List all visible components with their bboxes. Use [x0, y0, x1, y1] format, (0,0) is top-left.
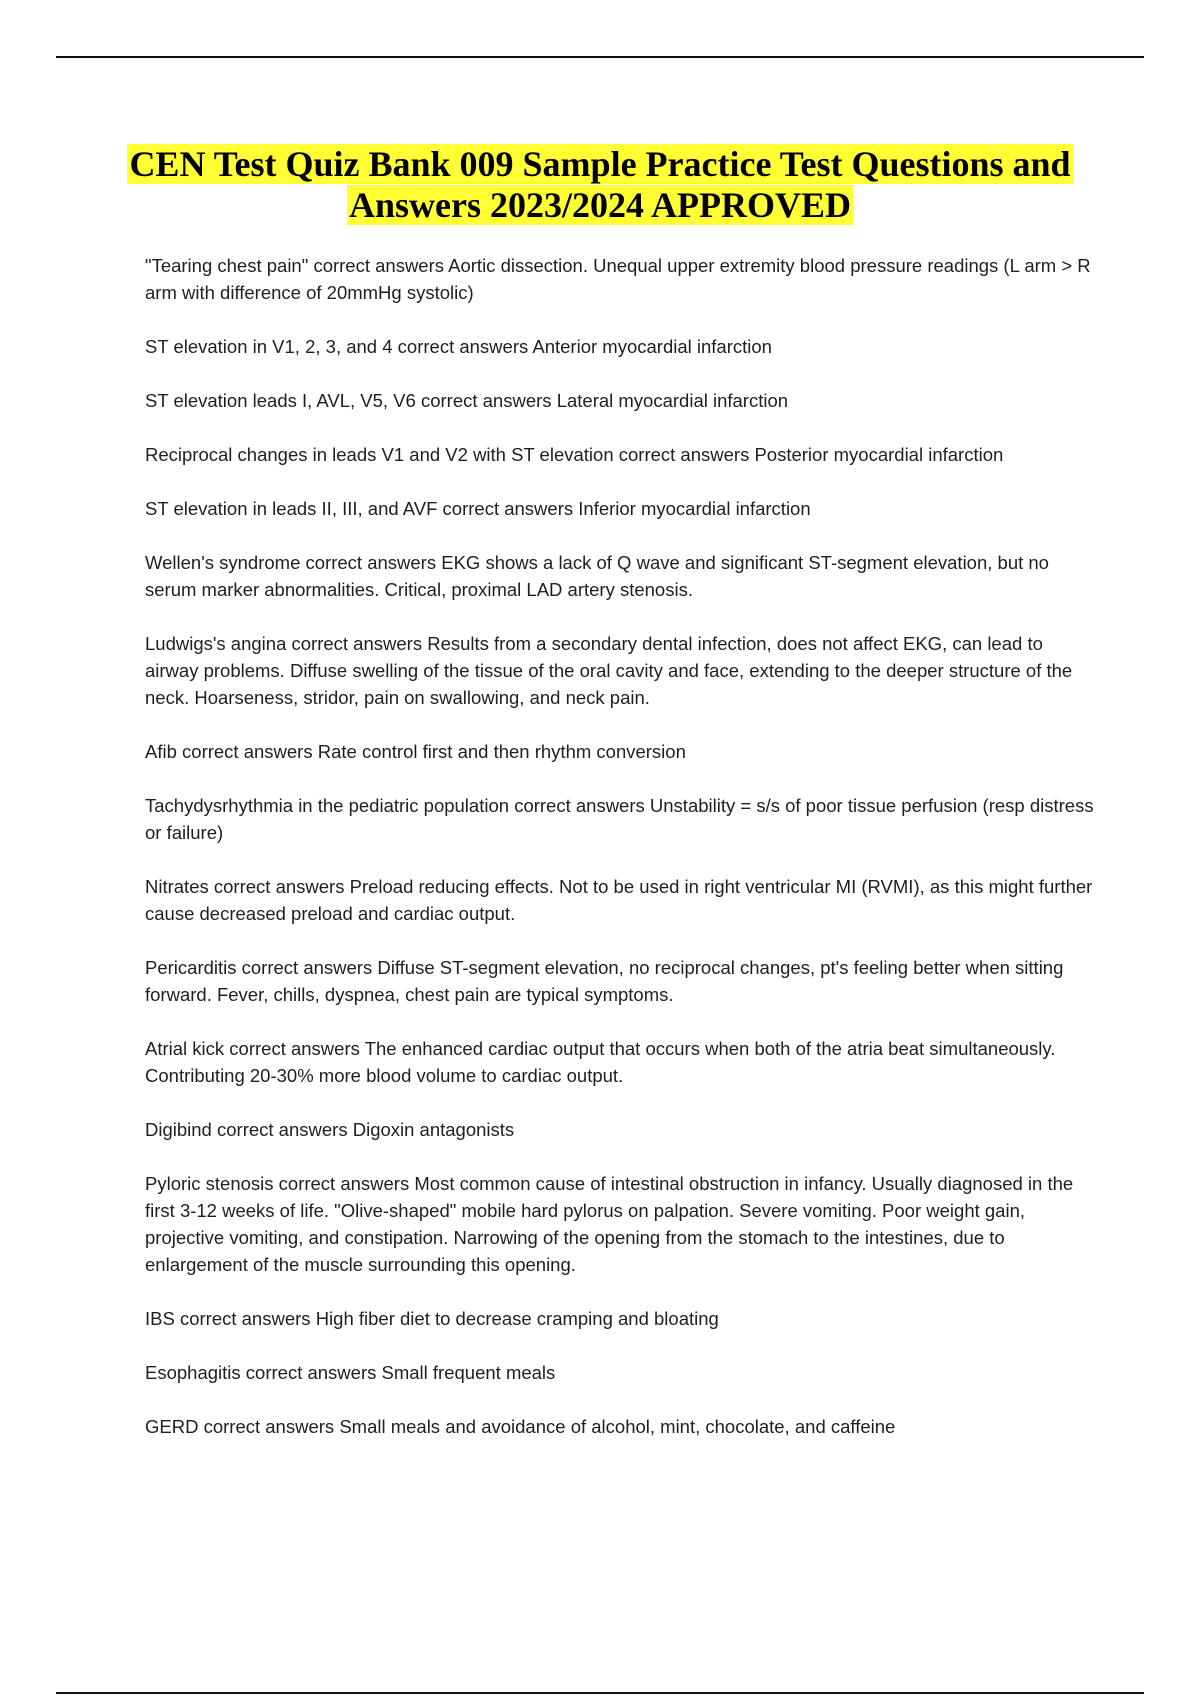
header-rule — [56, 56, 1144, 58]
qa-item — [145, 495, 1095, 522]
qa-separator: correct answers — [217, 1119, 348, 1140]
qa-answer: Rate control first and then rhythm conversion — [317, 741, 686, 762]
qa-term: GERD — [145, 1416, 199, 1437]
qa-term: ST elevation in leads II, III, and AVF — [145, 498, 438, 519]
qa-separator: correct answers — [241, 957, 373, 978]
qa-answer: Preload reducing effects. Not to be used in right ventricular MI (RVMI), as this might further cause decreased preload and cardiac output. — [145, 876, 1093, 924]
qa-term: IBS — [145, 1308, 175, 1329]
qa-answer: Diffuse ST-segment elevation, no reciprocal changes, pt's feeling better when sitting forward. Fever, chills, dyspnea, chest pain are typical symptoms. — [145, 957, 1064, 1005]
qa-item — [145, 333, 1095, 360]
qa-term: Tachydysrhythmia in the pediatric population — [145, 795, 510, 816]
qa-separator: correct answers — [245, 1362, 377, 1383]
qa-item — [145, 954, 1095, 1008]
qa-separator: correct answers — [213, 876, 345, 897]
qa-answer: Lateral myocardial infarction — [556, 390, 789, 411]
qa-list — [145, 252, 1095, 1467]
qa-term: Nitrates — [145, 876, 209, 897]
qa-item — [145, 387, 1095, 414]
qa-answer: Anterior myocardial infarction — [532, 336, 772, 357]
qa-answer: Unstability = s/s of poor tissue perfusion (resp distress or failure) — [145, 795, 1094, 843]
qa-answer: Small meals and avoidance of alcohol, mint, chocolate, and caffeine — [339, 1416, 896, 1437]
qa-answer: Posterior myocardial infarction — [754, 444, 1004, 465]
qa-term: Pericarditis — [145, 957, 237, 978]
qa-item — [145, 1170, 1095, 1278]
qa-separator: correct answers — [305, 552, 437, 573]
qa-term: "Tearing chest pain" — [145, 255, 309, 276]
qa-answer: Aortic dissection. Unequal upper extremity blood pressure readings (L arm > R arm with difference of 20mmHg systolic) — [145, 255, 1091, 303]
qa-item — [145, 1413, 1095, 1440]
qa-item — [145, 1035, 1095, 1089]
qa-item — [145, 1305, 1095, 1332]
qa-term: Reciprocal changes in leads V1 and V2 with ST elevation — [145, 444, 614, 465]
qa-term: ST elevation leads I, AVL, V5, V6 — [145, 390, 416, 411]
qa-separator: correct answers — [618, 444, 750, 465]
footer-rule — [56, 1692, 1144, 1694]
qa-separator: correct answers — [291, 633, 423, 654]
qa-separator: correct answers — [278, 1173, 410, 1194]
title-line-2: Answers 2023/2024 APPROVED — [349, 185, 851, 225]
qa-term: Esophagitis — [145, 1362, 241, 1383]
qa-separator: correct answers — [442, 498, 574, 519]
qa-separator: correct answers — [182, 741, 313, 762]
title-line-1: CEN Test Quiz Bank 009 Sample Practice Test Questions and — [129, 144, 1071, 184]
qa-separator: correct answers — [514, 795, 645, 816]
qa-answer: Digoxin antagonists — [352, 1119, 515, 1140]
qa-item — [145, 873, 1095, 927]
qa-item — [145, 630, 1095, 711]
qa-item — [145, 441, 1095, 468]
qa-separator: correct answers — [397, 336, 529, 357]
qa-answer: High fiber diet to decrease cramping and bloating — [315, 1308, 719, 1329]
qa-separator: correct answers — [179, 1308, 311, 1329]
qa-answer: EKG shows a lack of Q wave and significant ST-segment elevation, but no serum marker abnormalities. Critical, proximal LAD artery stenosis. — [145, 552, 1049, 600]
qa-answer: Results from a secondary dental infection, does not affect EKG, can lead to airway problems. Diffuse swelling of the tissue of the oral cavity and face, extending to the deeper structure of the neck. Hoarseness, stridor, pain on swallowing, and neck pain. — [145, 633, 1073, 708]
qa-separator: correct answers — [203, 1416, 335, 1437]
qa-separator: correct answers — [229, 1038, 360, 1059]
page-title — [100, 144, 1100, 226]
qa-term: Ludwigs's angina — [145, 633, 287, 654]
qa-term: ST elevation in V1, 2, 3, and 4 — [145, 336, 393, 357]
qa-item — [145, 549, 1095, 603]
qa-item — [145, 792, 1095, 846]
qa-term: Pyloric stenosis — [145, 1173, 274, 1194]
qa-answer: Inferior myocardial infarction — [578, 498, 811, 519]
qa-item — [145, 252, 1095, 306]
qa-item — [145, 1116, 1095, 1143]
qa-answer: The enhanced cardiac output that occurs when both of the atria beat simultaneously. Contributing 20-30% more blood volume to cardiac output. — [145, 1038, 1056, 1086]
qa-item — [145, 1359, 1095, 1386]
qa-separator: correct answers — [313, 255, 445, 276]
qa-answer: Small frequent meals — [381, 1362, 556, 1383]
qa-term: Digibind — [145, 1119, 212, 1140]
qa-term: Wellen's syndrome — [145, 552, 301, 573]
qa-item — [145, 738, 1095, 765]
qa-term: Atrial kick — [145, 1038, 225, 1059]
qa-answer: Most common cause of intestinal obstruction in infancy. Usually diagnosed in the first 3-12 weeks of life. "Olive-shaped" mobile hard pylorus on palpation. Severe vomiting. Poor weight gain, projective vomiting, and constipation. Narrowing of the opening from the stomach to the intestines, due to enlargement of the muscle surrounding this opening. — [145, 1173, 1074, 1275]
qa-separator: correct answers — [420, 390, 552, 411]
qa-term: Afib — [145, 741, 177, 762]
